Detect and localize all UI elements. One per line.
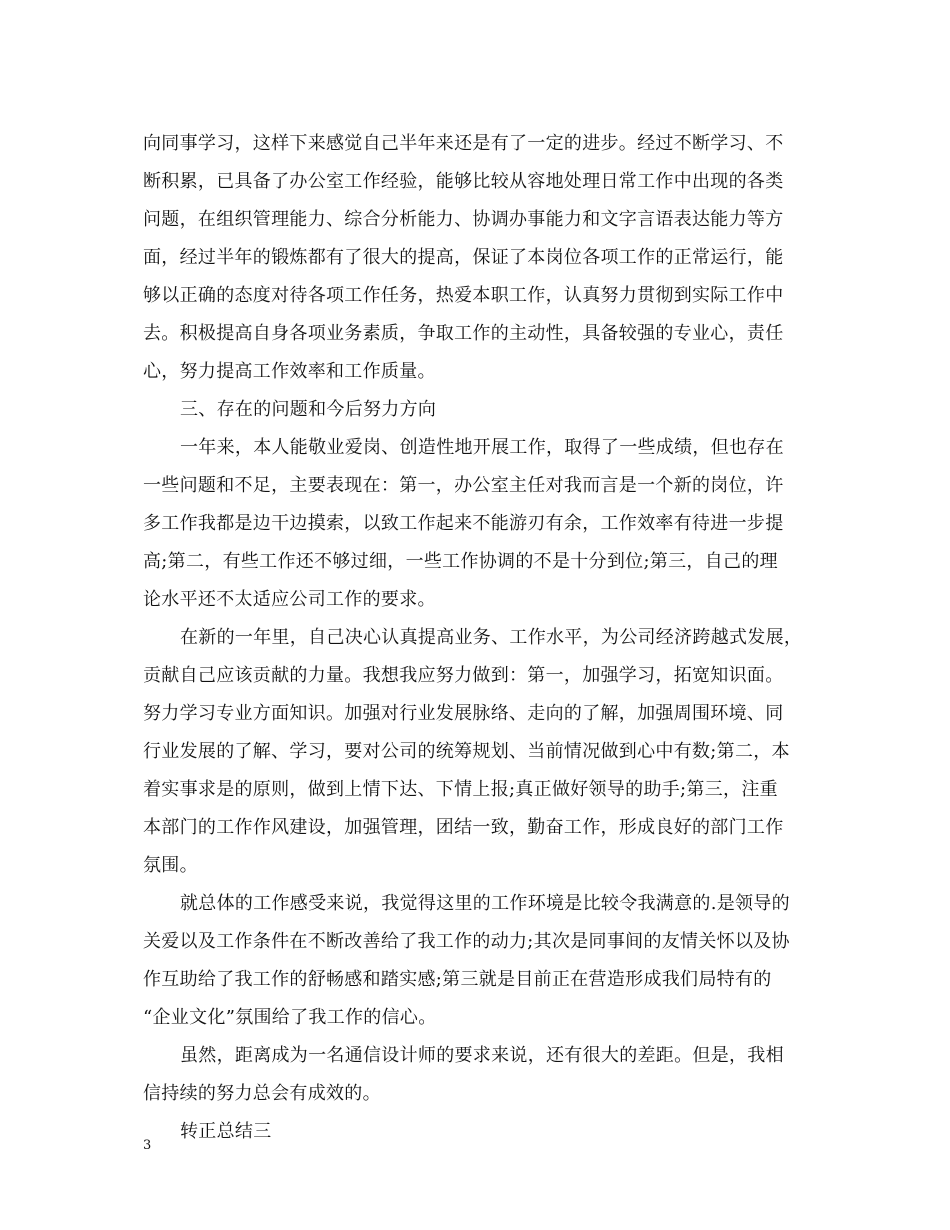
text-line: 断积累，已具备了办公室工作经验，能够比较从容地处理日常工作中出现的各类 bbox=[143, 171, 784, 192]
text-line: 虽然，距离成为一名通信设计师的要求来说，还有很大的差距。但是，我相 bbox=[180, 1045, 784, 1066]
text-line: 贡献自己应该贡献的力量。我想我应努力做到：第一，加强学习，拓宽知识面。 bbox=[143, 665, 784, 686]
text-line: 论水平还不太适应公司工作的要求。 bbox=[143, 589, 436, 610]
text-line: 高;第二，有些工作还不够过细，一些工作协调的不是十分到位;第三，自己的理 bbox=[143, 551, 778, 572]
text-line: 着实事求是的原则，做到上情下达、下情上报;真正做好领导的助手;第三，注重 bbox=[143, 779, 778, 800]
text-line: 在新的一年里，自己决心认真提高业务、工作水平，为公司经济跨越式发展， bbox=[180, 627, 803, 648]
text-line: 努力学习专业方面知识。加强对行业发展脉络、走向的了解，加强周围环境、同 bbox=[143, 703, 784, 724]
text-line: 行业发展的了解、学习，要对公司的统筹规划、当前情况做到心中有数;第二，本 bbox=[143, 741, 790, 762]
text-line: 就总体的工作感受来说，我觉得这里的工作环境是比较令我满意的.是领导的 bbox=[180, 893, 790, 914]
text-line: 面，经过半年的锻炼都有了很大的提高，保证了本岗位各项工作的正常运行，能 bbox=[143, 247, 784, 268]
text-line: 问题，在组织管理能力、综合分析能力、协调办事能力和文字言语表达能力等方 bbox=[143, 209, 784, 230]
text-line: “企业文化”氛围给了我工作的信心。 bbox=[143, 1007, 437, 1028]
text-line: 氛围。 bbox=[143, 855, 198, 876]
text-line: 关爱以及工作条件在不断改善给了我工作的动力;其次是同事间的友情关怀以及协 bbox=[143, 931, 790, 952]
text-line: 够以正确的态度对待各项工作任务，热爱本职工作，认真努力贯彻到实际工作中 bbox=[143, 285, 784, 306]
text-line: 一些问题和不足，主要表现在：第一，办公室主任对我而言是一个新的岗位，许 bbox=[143, 475, 784, 496]
text-line: 心，努力提高工作效率和工作质量。 bbox=[143, 361, 436, 382]
text-line: 信持续的努力总会有成效的。 bbox=[143, 1083, 381, 1104]
text-line: 向同事学习，这样下来感觉自己半年来还是有了一定的进步。经过不断学习、不 bbox=[143, 133, 784, 154]
text-line: 作互助给了我工作的舒畅感和踏实感;第三就是目前正在营造形成我们局特有的 bbox=[143, 969, 772, 990]
page-number: 3 bbox=[143, 1138, 152, 1153]
text-line: 去。积极提高自身各项业务素质，争取工作的主动性，具备较强的专业心，责任 bbox=[143, 323, 784, 344]
section-heading: 三、存在的问题和今后努力方向 bbox=[180, 399, 437, 420]
text-line: 本部门的工作作风建设，加强管理，团结一致，勤奋工作，形成良好的部门工作 bbox=[143, 817, 784, 838]
text-line: 一年来，本人能敬业爱岗、创造性地开展工作，取得了一些成绩，但也存在 bbox=[180, 437, 784, 458]
text-line: 多工作我都是边干边摸索，以致工作起来不能游刃有余，工作效率有待进一步提 bbox=[143, 513, 784, 534]
section-heading: 转正总结三 bbox=[180, 1121, 272, 1142]
